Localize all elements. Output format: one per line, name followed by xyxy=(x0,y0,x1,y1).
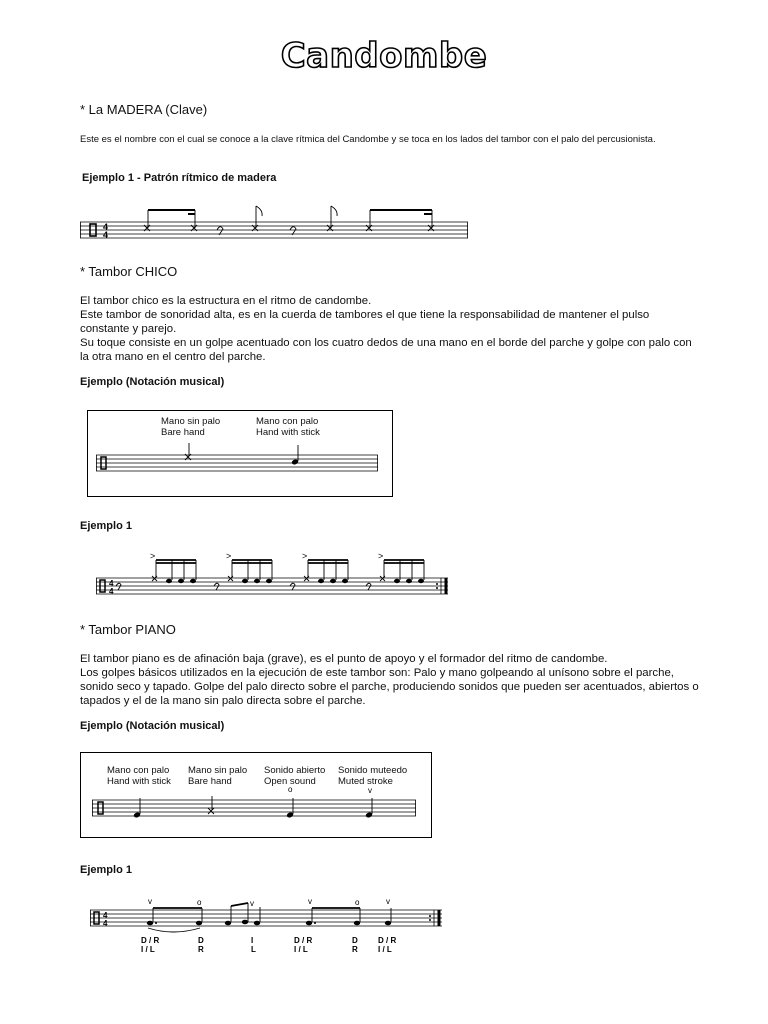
svg-text:4: 4 xyxy=(109,579,114,588)
svg-text:v: v xyxy=(148,897,152,906)
svg-text:I / L: I / L xyxy=(378,945,392,954)
chico-example-heading: Ejemplo 1 xyxy=(80,520,132,532)
x-notehead-icon xyxy=(208,808,214,814)
piano-label-open: Sonido abierto Open sound xyxy=(264,765,326,787)
svg-text:o: o xyxy=(355,898,360,907)
piano-rhythm-staff xyxy=(90,892,450,962)
svg-text:I / L: I / L xyxy=(141,945,155,954)
piano-notation-heading: Ejemplo (Notación musical) xyxy=(80,720,225,732)
svg-text:4: 4 xyxy=(109,587,114,596)
svg-text:4: 4 xyxy=(103,919,108,928)
svg-text:v: v xyxy=(250,899,254,908)
open-mark: o xyxy=(288,785,293,794)
madera-example-heading: Ejemplo 1 - Patrón rítmico de madera xyxy=(82,172,277,184)
svg-text:>: > xyxy=(150,551,156,561)
muted-mark: v xyxy=(368,786,372,795)
madera-heading: * La MADERA (Clave) xyxy=(80,102,208,117)
svg-text:I: I xyxy=(251,936,254,945)
svg-text:>: > xyxy=(302,551,308,561)
madera-rhythm-staff xyxy=(80,196,480,252)
chico-description: El tambor chico es la estructura en el ritmo de candombe. Este tambor de sonoridad alta, es en la cuerda de tambores el que tiene la responsabilidad de mantener el pulso constante y parejo. Su toque consiste en un golpe acentuado con los cuatro dedos de una mano en el borde del parche y golpe con palo con la otra mano en el centro del parche. xyxy=(80,295,692,363)
time-signature-bottom: 4 xyxy=(103,230,109,240)
chico-notation-heading: Ejemplo (Notación musical) xyxy=(80,376,225,388)
svg-text:4: 4 xyxy=(103,911,108,920)
chico-notation-staff xyxy=(96,440,386,480)
piano-notation-staff xyxy=(92,784,427,824)
svg-text:R: R xyxy=(352,945,358,954)
svg-text:>: > xyxy=(378,551,384,561)
svg-text:D: D xyxy=(352,936,358,945)
piano-label-muted: Sonido muteedo Muted stroke xyxy=(338,765,408,787)
page-title: Candombe xyxy=(280,36,488,76)
chico-label-stick: Mano con palo Hand with stick xyxy=(256,416,320,438)
piano-example-heading: Ejemplo 1 xyxy=(80,864,132,876)
piano-label-stick: Mano con palo Hand with stick xyxy=(107,765,171,787)
madera-description: Este es el nombre con el cual se conoce a la clave rítmica del Candombe y se toca en los lados del tambor con el palo del percusionista. xyxy=(80,134,656,145)
piano-heading: * Tambor PIANO xyxy=(80,622,176,637)
chico-label-bare-hand: Mano sin palo Bare hand xyxy=(161,416,221,438)
chico-rhythm-staff xyxy=(96,550,456,604)
svg-text:v: v xyxy=(308,897,312,906)
sticking-labels xyxy=(141,936,396,954)
svg-text:>: > xyxy=(226,551,232,561)
svg-text:D / R: D / R xyxy=(294,936,313,945)
time-signature-top: 4 xyxy=(103,222,109,232)
svg-text:D / R: D / R xyxy=(378,936,397,945)
piano-description: El tambor piano es de afinación baja (grave), es el punto de apoyo y el formador del ritmo de candombe. Los golpes básicos utilizados en la ejecución de este tambor son: Palo y mano golpeando al unísono sobre el parche, sonido seco y tapado. Golpe del palo directo sobre el parche, produciendo sonidos que pueden ser acentuados, abiertos o tapados y el de la mano sin palo directa sobre el parche. xyxy=(80,653,699,707)
piano-label-bare-hand: Mano sin palo Bare hand xyxy=(188,765,248,787)
svg-text:D: D xyxy=(198,936,204,945)
svg-text:v: v xyxy=(386,897,390,906)
svg-text:R: R xyxy=(198,945,204,954)
svg-text:L: L xyxy=(251,945,256,954)
svg-text:I / L: I / L xyxy=(294,945,308,954)
chico-heading: * Tambor CHICO xyxy=(80,264,178,279)
svg-text:o: o xyxy=(197,898,202,907)
svg-text:D / R: D / R xyxy=(141,936,160,945)
